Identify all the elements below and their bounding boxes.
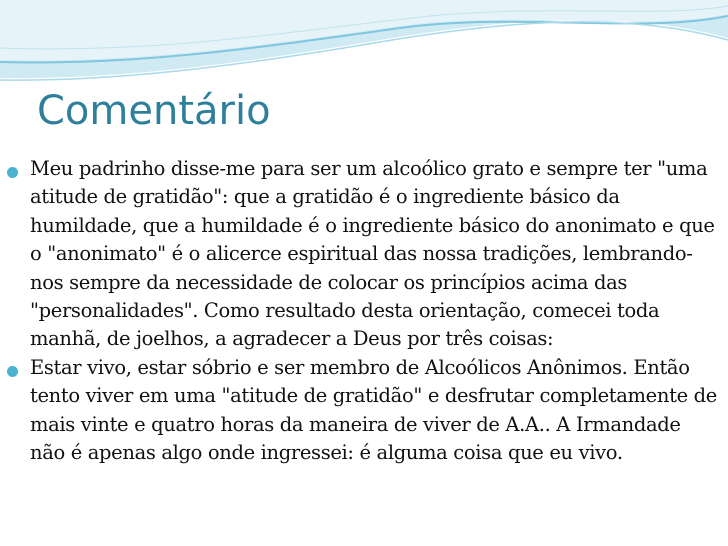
bullet-item [0, 354, 718, 468]
bullet-list [0, 155, 718, 467]
bullet-dot-icon [7, 366, 18, 377]
header-wave-decoration [0, 0, 728, 90]
wave-front [0, 0, 728, 61]
slide-title: Comentário [37, 88, 271, 134]
bullet-text: Meu padrinho disse-me para ser um alcoólico grato e sempre ter "uma atitude de gratidão": que a gratidão é o ingrediente básico da humildade, que a humildade é o ingrediente básico do anonimato e que o "anonimato" é o alicerce espiritual das nossa tradições, lembrando-nos sempre da necessidade de colocar os princípios acima das "personalidades". Como resultado desta orientação, comecei toda manhã, de joelhos, a agradecer a Deus por três coisas: [30, 157, 715, 351]
bullet-item [0, 155, 718, 354]
bullet-text: Estar vivo, estar sóbrio e ser membro de Alcoólicos Anônimos. Então tento viver em uma "atitude de gratidão" e desfrutar completamente de mais vinte e quatro horas da maneira de viver de A.A.. A Irmandade não é apenas algo onde ingressei: é alguma coisa que eu vivo. [30, 355, 717, 465]
bullet-dot-icon [7, 167, 18, 178]
